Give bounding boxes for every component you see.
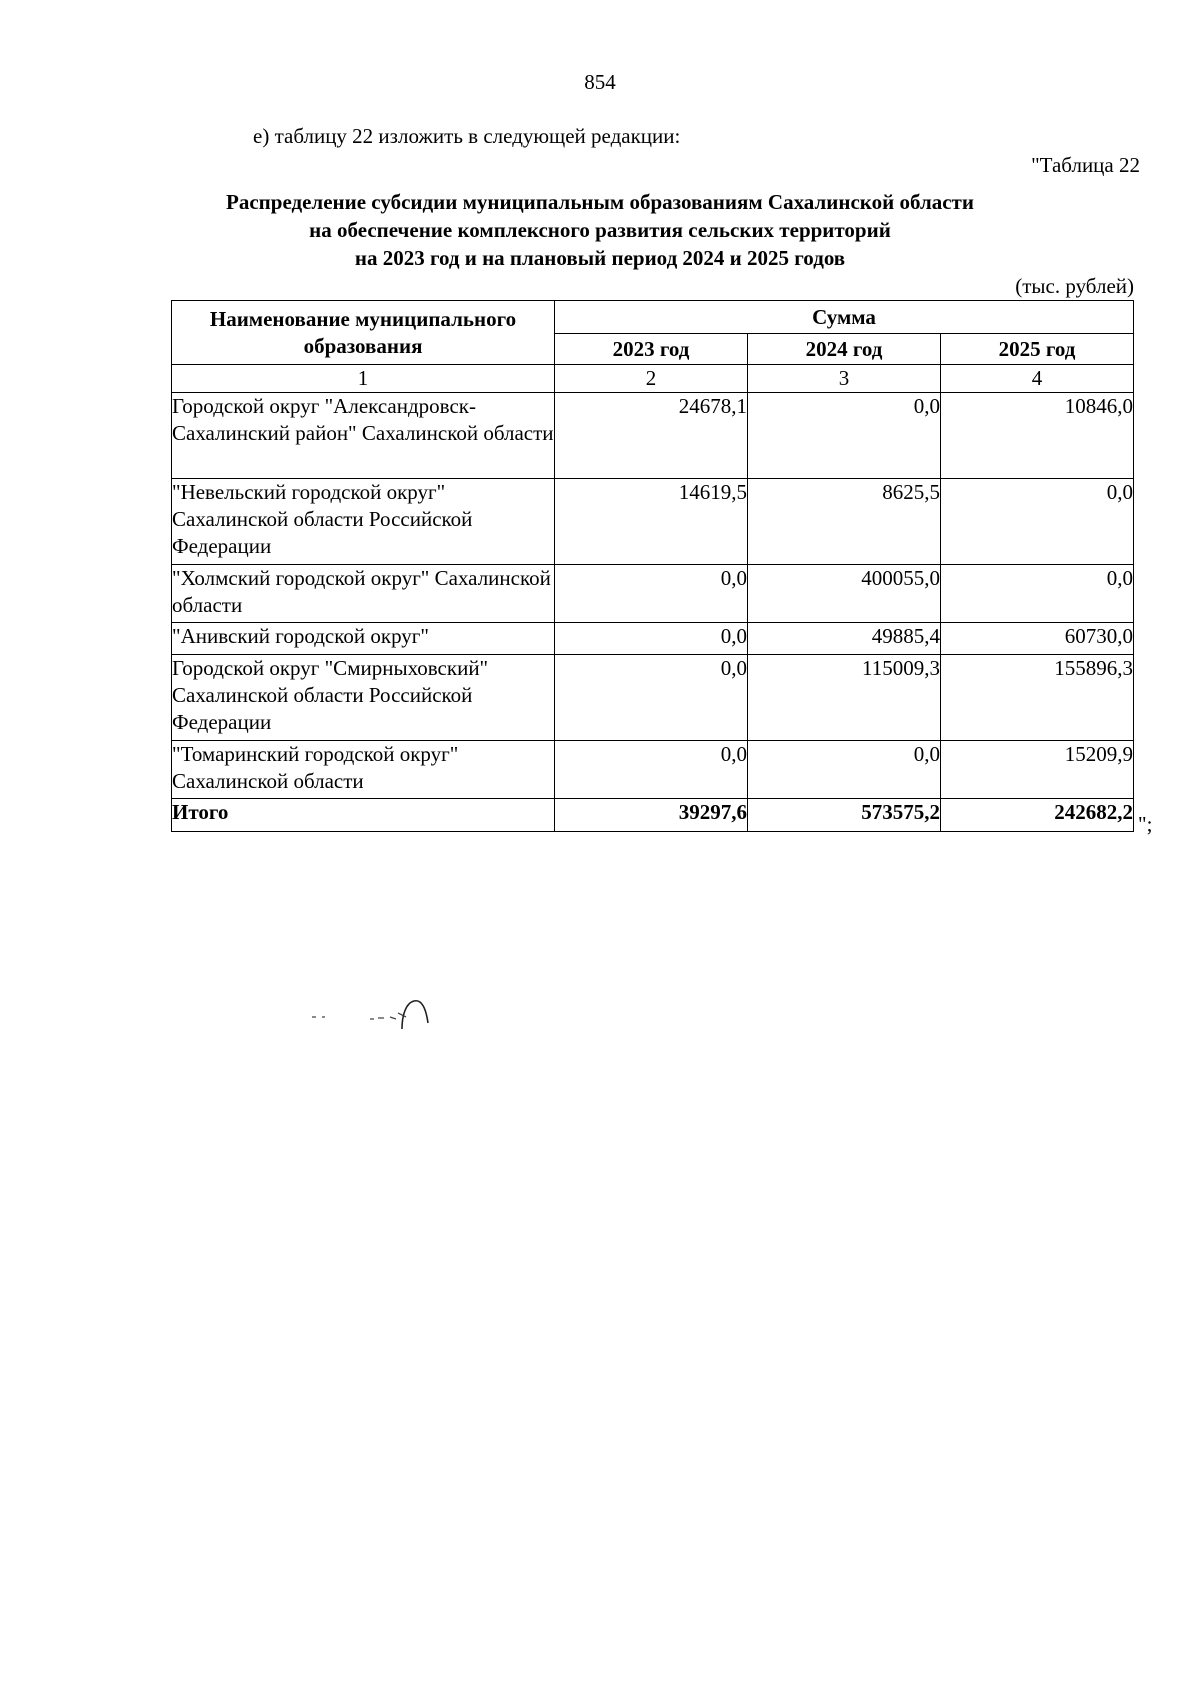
table-row	[172, 623, 1134, 655]
header-year-2023: 2023 год	[555, 334, 748, 365]
table-row	[172, 741, 1134, 799]
row-value-2024: 115009,3	[748, 655, 941, 741]
total-row	[172, 799, 1134, 832]
row-value-2025: 155896,3	[941, 655, 1134, 741]
table-label: "Таблица 22	[1031, 153, 1140, 177]
row-name: Городской округ "Александровск-Сахалинский район" Сахалинской области	[172, 393, 555, 479]
row-value-2024: 49885,4	[748, 623, 941, 655]
table-row	[172, 565, 1134, 623]
table-row	[172, 393, 1134, 479]
header-name: Наименование муниципального образования	[172, 301, 555, 365]
row-name: Городской округ "Смирныховский" Сахалинской области Российской Федерации	[172, 655, 555, 741]
heading-line-1: Распределение субсидии муниципальным образованиям Сахалинской области	[226, 190, 974, 214]
row-value-2023: 0,0	[555, 623, 748, 655]
row-value-2024: 0,0	[748, 741, 941, 799]
table-row	[172, 655, 1134, 741]
table-row	[172, 479, 1134, 565]
column-index: 4	[941, 365, 1134, 393]
row-name: "Анивский городской округ"	[172, 623, 555, 655]
row-name: "Томаринский городской округ" Сахалинской области	[172, 741, 555, 799]
intro-text: е) таблицу 22 изложить в следующей редакции:	[253, 124, 681, 148]
header-year-2025: 2025 год	[941, 334, 1134, 365]
row-value-2024: 8625,5	[748, 479, 941, 565]
row-value-2023: 14619,5	[555, 479, 748, 565]
row-value-2024: 400055,0	[748, 565, 941, 623]
heading-line-3: на 2023 год и на плановый период 2024 и 2025 годов	[354, 246, 846, 270]
row-value-2023: 0,0	[555, 741, 748, 799]
header-year-2024: 2024 год	[748, 334, 941, 365]
handwritten-mark	[310, 995, 440, 1035]
row-value-2025: 10846,0	[941, 393, 1134, 479]
row-value-2025: 60730,0	[941, 623, 1134, 655]
row-value-2023: 24678,1	[555, 393, 748, 479]
column-index: 3	[748, 365, 941, 393]
column-index: 2	[555, 365, 748, 393]
header-sum: Сумма	[555, 301, 1134, 334]
closing-quote: ";	[1138, 812, 1153, 836]
total-value-2024: 573575,2	[748, 799, 941, 832]
row-value-2025: 15209,9	[941, 741, 1134, 799]
page-number: 854	[584, 70, 616, 94]
column-index: 1	[172, 365, 555, 393]
row-value-2025: 0,0	[941, 479, 1134, 565]
row-value-2023: 0,0	[555, 655, 748, 741]
row-value-2025: 0,0	[941, 565, 1134, 623]
subsidy-table	[171, 300, 1134, 832]
total-label: Итого	[172, 799, 555, 832]
row-value-2024: 0,0	[748, 393, 941, 479]
row-value-2023: 0,0	[555, 565, 748, 623]
row-name: "Холмский городской округ" Сахалинской области	[172, 565, 555, 623]
row-name: "Невельский городской округ" Сахалинской области Российской Федерации	[172, 479, 555, 565]
total-value-2023: 39297,6	[555, 799, 748, 832]
heading-line-2: на обеспечение комплексного развития сельских территорий	[309, 218, 891, 242]
table-heading	[0, 188, 1200, 272]
units-label: (тыс. рублей)	[1015, 274, 1134, 298]
total-value-2025: 242682,2	[941, 799, 1134, 832]
